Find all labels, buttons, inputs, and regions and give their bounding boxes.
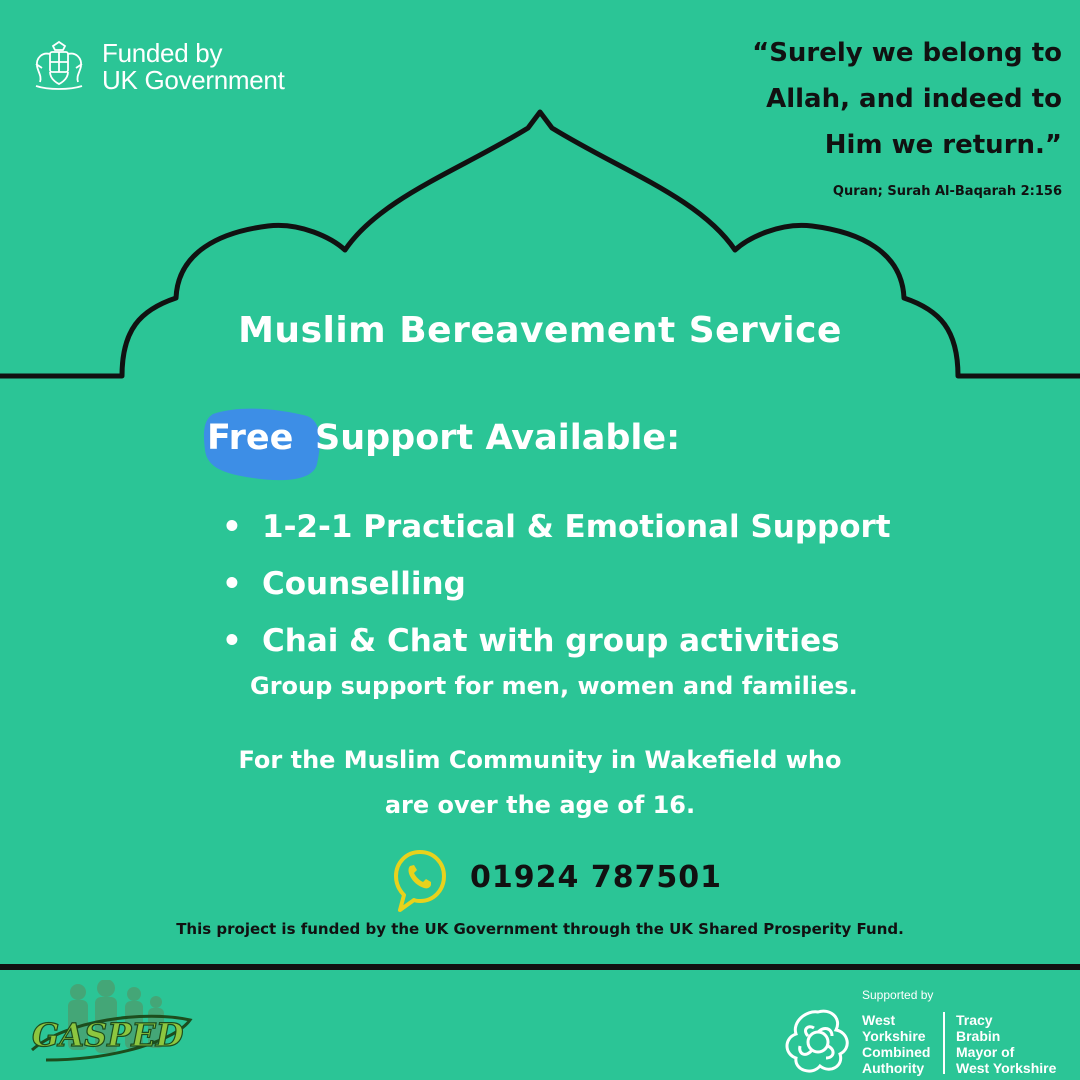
mayor-line-3: Mayor of [956, 1044, 1015, 1060]
bullet: • [222, 623, 242, 659]
wyca-line-4: Authority [862, 1060, 925, 1076]
bullet: • [222, 566, 242, 602]
service-label: 1-2-1 Practical & Emotional Support [262, 509, 891, 545]
mayor-line-4: West Yorkshire [956, 1060, 1057, 1076]
divider [0, 964, 1080, 970]
services-list [222, 505, 891, 676]
wyca-line-3: Combined [862, 1044, 931, 1060]
service-label: Chai & Chat with group activities [262, 623, 840, 659]
mayor-name [956, 1012, 1056, 1076]
support-heading: Support Available: [315, 418, 681, 458]
list-item [222, 505, 891, 562]
free-word: Free [207, 418, 294, 458]
quote-line-1: “Surely we belong to [752, 38, 1062, 68]
wyca-line-1: West [862, 1012, 896, 1028]
funding-note: This project is funded by the UK Government through the UK Shared Prosperity Fund. [176, 920, 904, 938]
service-label: Counselling [262, 566, 466, 602]
group-support-note: Group support for men, women and families. [250, 672, 858, 700]
mayor-line-1: Tracy [956, 1012, 993, 1028]
eligibility-line-1: For the Muslim Community in Wakefield who [238, 746, 842, 774]
gasped-logo [26, 980, 196, 1072]
wyca-line-2: Yorkshire [862, 1028, 926, 1044]
funder-line-2: UK Government [102, 65, 285, 95]
eligibility-text [0, 738, 1080, 828]
quote-line-3: Him we return.” [824, 130, 1062, 160]
wyca-name [862, 1012, 930, 1076]
phone-number[interactable]: 01924 787501 [470, 860, 723, 895]
wyca-rose-emblem-icon [780, 1006, 856, 1076]
list-item [222, 562, 891, 619]
supported-by-label: Supported by [862, 988, 934, 1002]
quote-line-2: Allah, and indeed to [766, 84, 1062, 114]
funder-line-1: Funded by [102, 38, 223, 68]
royal-coat-of-arms-icon [28, 40, 90, 94]
quote-source: Quran; Surah Al-Baqarah 2:156 [832, 184, 1062, 199]
footer-separator [943, 1012, 945, 1074]
funder-label [102, 40, 285, 94]
quran-quote [682, 30, 1062, 168]
gasped-wordmark: GASPED [32, 1016, 184, 1054]
eligibility-line-2: are over the age of 16. [384, 791, 696, 819]
uk-government-logo [28, 40, 285, 94]
mayor-line-2: Brabin [956, 1028, 1001, 1044]
bullet: • [222, 509, 242, 545]
service-title: Muslim Bereavement Service [238, 310, 842, 351]
list-item [222, 619, 891, 676]
whatsapp-phone-icon[interactable] [392, 848, 448, 914]
